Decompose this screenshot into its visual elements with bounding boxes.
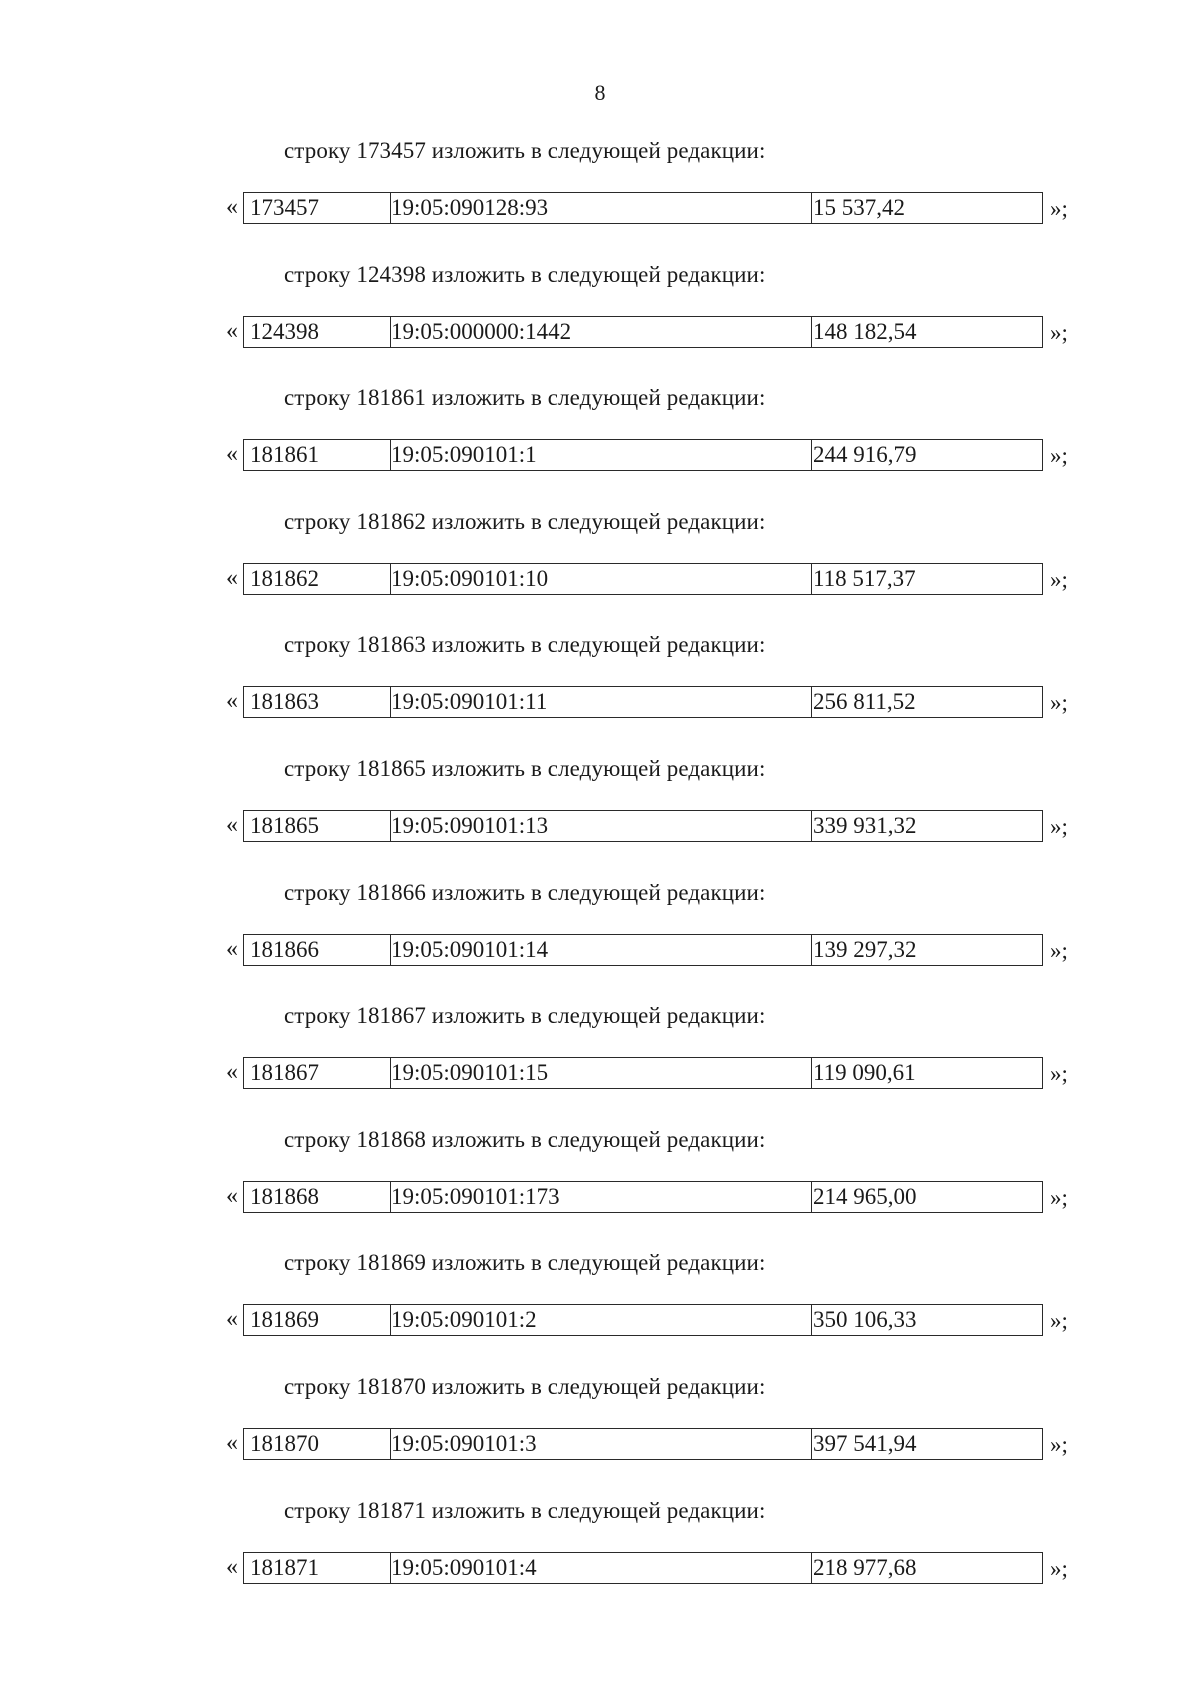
amendment-entry xyxy=(0,880,1200,1004)
cadastral-number-cell: 19:05:090101:10 xyxy=(385,564,812,594)
amendment-entry xyxy=(0,1250,1200,1374)
row-number-cell: 181865 xyxy=(244,811,391,841)
amendment-intro: строку 173457 изложить в следующей редакции: xyxy=(284,138,766,163)
row-number-cell: 181870 xyxy=(244,1429,391,1459)
close-quote: »; xyxy=(1050,1061,1068,1087)
amendment-intro: строку 181866 изложить в следующей редакции: xyxy=(284,879,766,905)
close-quote: »; xyxy=(1050,443,1068,469)
row-box xyxy=(243,1428,1043,1460)
row-box xyxy=(243,1057,1043,1089)
page-number: 8 xyxy=(594,80,606,105)
cadastral-number-cell: 19:05:090101:15 xyxy=(385,1058,812,1088)
row-box xyxy=(243,563,1043,595)
open-quote: « xyxy=(226,812,238,838)
value-cell: 15 537,42 xyxy=(813,195,905,220)
amendment-intro: строку 181870 изложить в следующей редакции: xyxy=(284,1374,766,1399)
amendment-entry xyxy=(0,262,1200,386)
close-quote: »; xyxy=(1050,319,1068,345)
amendment-intro: строку 181861 изложить в следующей редакции: xyxy=(284,385,766,411)
row-box xyxy=(243,1181,1043,1213)
cadastral-number-cell: 19:05:090101:173 xyxy=(385,1182,812,1212)
close-quote: »; xyxy=(1050,1184,1068,1210)
cadastral-number-cell: 19:05:090101:1 xyxy=(385,440,812,470)
open-quote: « xyxy=(226,688,238,715)
cadastral-number-cell: 19:05:090101:14 xyxy=(385,935,812,965)
open-quote: « xyxy=(226,317,238,344)
value-cell: 119 090,61 xyxy=(813,1060,916,1086)
open-quote: « xyxy=(226,1182,238,1209)
amendment-entry xyxy=(0,509,1200,633)
table-row xyxy=(0,1304,1200,1338)
open-quote: « xyxy=(226,1306,238,1333)
row-number-cell: 173457 xyxy=(244,193,391,223)
table-row xyxy=(0,1428,1200,1462)
table-row xyxy=(0,810,1200,844)
table-row xyxy=(0,1552,1200,1586)
close-quote: »; xyxy=(1050,1432,1068,1457)
close-quote: »; xyxy=(1050,1555,1068,1581)
cadastral-number-cell: 19:05:090128:93 xyxy=(385,193,812,223)
table-row xyxy=(0,439,1200,473)
open-quote: « xyxy=(226,1430,238,1456)
amendment-entry xyxy=(0,1498,1200,1622)
table-row xyxy=(0,934,1200,968)
cadastral-number-cell: 19:05:090101:3 xyxy=(385,1429,812,1459)
row-box xyxy=(243,192,1043,224)
amendment-entry xyxy=(0,138,1200,262)
table-row xyxy=(0,1181,1200,1215)
value-cell: 218 977,68 xyxy=(813,1554,917,1580)
value-cell: 244 916,79 xyxy=(813,442,917,468)
value-cell: 397 541,94 xyxy=(813,1431,917,1456)
close-quote: »; xyxy=(1050,937,1068,963)
cadastral-number-cell: 19:05:090101:11 xyxy=(385,687,812,717)
row-box xyxy=(243,1304,1043,1336)
row-number-cell: 181868 xyxy=(244,1182,391,1212)
value-cell: 256 811,52 xyxy=(813,689,916,715)
row-number-cell: 124398 xyxy=(244,317,391,347)
close-quote: »; xyxy=(1050,1308,1068,1334)
amendment-entry xyxy=(0,1374,1200,1498)
value-cell: 148 182,54 xyxy=(813,318,917,344)
close-quote: »; xyxy=(1050,566,1068,592)
value-cell: 350 106,33 xyxy=(813,1307,917,1333)
amendment-intro: строку 181863 изложить в следующей редакции: xyxy=(284,632,766,658)
open-quote: « xyxy=(226,441,238,468)
table-row xyxy=(0,1057,1200,1091)
row-number-cell: 181871 xyxy=(244,1553,391,1583)
amendment-intro: строку 181867 изложить в следующей редакции: xyxy=(284,1003,766,1029)
amendment-entry xyxy=(0,385,1200,509)
value-cell: 139 297,32 xyxy=(813,936,917,962)
open-quote: « xyxy=(226,1059,238,1086)
close-quote: »; xyxy=(1050,814,1068,839)
open-quote: « xyxy=(226,935,238,962)
amendment-intro: строку 181871 изложить в следующей редакции: xyxy=(284,1497,766,1523)
row-number-cell: 181862 xyxy=(244,564,391,594)
row-box xyxy=(243,934,1043,966)
close-quote: »; xyxy=(1050,196,1068,221)
table-row xyxy=(0,316,1200,350)
open-quote: « xyxy=(226,194,238,220)
amendment-intro: строку 181865 изложить в следующей редакции: xyxy=(284,756,766,781)
open-quote: « xyxy=(226,1553,238,1580)
amendment-entry xyxy=(0,756,1200,880)
row-number-cell: 181867 xyxy=(244,1058,391,1088)
row-number-cell: 181863 xyxy=(244,687,391,717)
amendment-entry xyxy=(0,1127,1200,1251)
amendment-intro: строку 181862 изложить в следующей редакции: xyxy=(284,508,766,534)
row-number-cell: 181861 xyxy=(244,440,391,470)
row-number-cell: 181869 xyxy=(244,1305,391,1335)
amendment-intro: строку 124398 изложить в следующей редакции: xyxy=(284,261,766,287)
row-box xyxy=(243,439,1043,471)
row-box xyxy=(243,1552,1043,1584)
amendment-entry xyxy=(0,1003,1200,1127)
cadastral-number-cell: 19:05:000000:1442 xyxy=(385,317,812,347)
amendment-entry xyxy=(0,632,1200,756)
amendment-intro: строку 181868 изложить в следующей редакции: xyxy=(284,1126,766,1152)
cadastral-number-cell: 19:05:090101:4 xyxy=(385,1553,812,1583)
value-cell: 214 965,00 xyxy=(813,1183,917,1209)
value-cell: 339 931,32 xyxy=(813,813,917,838)
table-row xyxy=(0,686,1200,720)
amendment-intro: строку 181869 изложить в следующей редакции: xyxy=(284,1250,766,1276)
row-box xyxy=(243,316,1043,348)
open-quote: « xyxy=(226,564,238,591)
row-box xyxy=(243,686,1043,718)
cadastral-number-cell: 19:05:090101:13 xyxy=(385,811,812,841)
cadastral-number-cell: 19:05:090101:2 xyxy=(385,1305,812,1335)
row-box xyxy=(243,810,1043,842)
row-number-cell: 181866 xyxy=(244,935,391,965)
table-row xyxy=(0,192,1200,226)
value-cell: 118 517,37 xyxy=(813,565,916,591)
table-row xyxy=(0,563,1200,597)
close-quote: »; xyxy=(1050,690,1068,716)
